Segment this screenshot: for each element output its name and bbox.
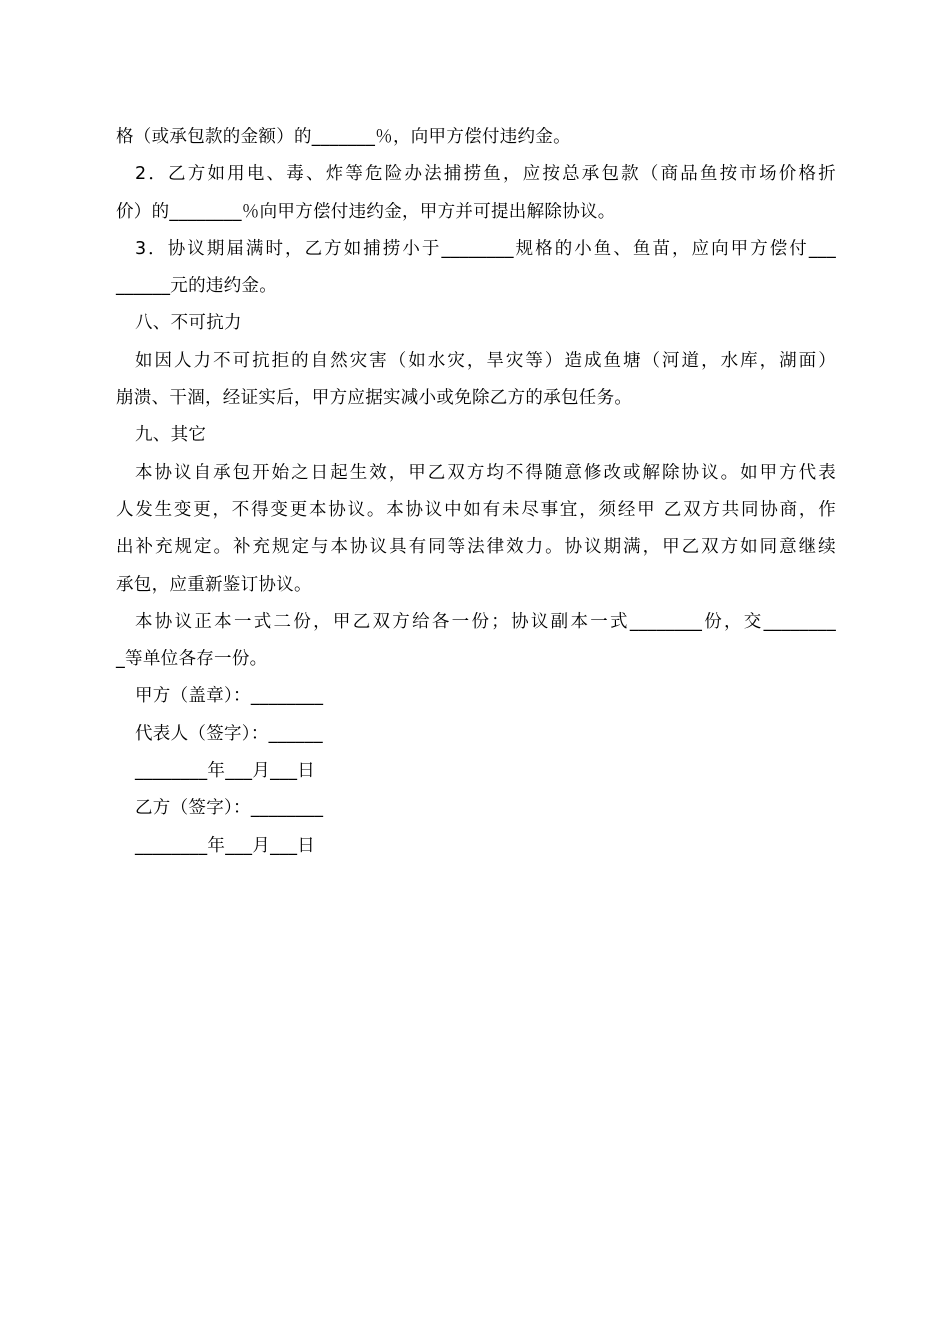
party-a-date-field: ________年___月___日 — [135, 761, 316, 782]
section-heading-other: 九、其它 — [135, 425, 207, 446]
clause-7-3-line-1: 3．协议期届满时，乙方如捕捞小于________规格的小鱼、鱼苗，应向甲方偿付___ — [135, 238, 836, 259]
clause-7-2-line-1: 2．乙方如用电、毒、炸等危险办法捕捞鱼，应按总承包款（商品鱼按市场价格折 — [135, 164, 836, 185]
clause-7-1-continuation: 格（或承包款的金额）的_______％，向甲方偿付违约金。 — [116, 127, 571, 147]
other-paragraph-line-1: 本协议自承包开始之日起生效，甲乙双方均不得随意修改或解除协议。如甲方代表 — [135, 462, 836, 483]
copies-paragraph-line-2: _等单位各存一份。 — [116, 649, 268, 670]
section-heading-force-majeure: 八、不可抗力 — [135, 313, 242, 334]
other-paragraph-line-2: 人发生变更，不得变更本协议。本协议中如有未尽事宜，须经甲 乙双方共同协商，作 — [116, 499, 836, 520]
other-paragraph-line-3: 出补充规定。补充规定与本协议具有同等法律效力。协议期满，甲乙双方如同意继续 — [116, 537, 836, 558]
representative-signature-field: 代表人（签字）：______ — [135, 723, 323, 744]
clause-7-3-line-2: ______元的违约金。 — [116, 276, 278, 297]
party-b-date-field: ________年___月___日 — [135, 835, 316, 856]
force-majeure-line-2: 崩溃、干涸，经证实后，甲方应据实减小或免除乙方的承包任务。 — [116, 388, 633, 409]
force-majeure-line-1: 如因人力不可抗拒的自然灾害（如水灾，旱灾等）造成鱼塘（河道，水库，湖面） — [135, 350, 836, 371]
document-body — [116, 119, 836, 865]
clause-7-2-line-2: 价）的________％向甲方偿付违约金，甲方并可提出解除协议。 — [116, 201, 616, 222]
other-paragraph-line-4: 承包，应重新鉴订协议。 — [116, 574, 312, 595]
party-a-seal-field: 甲方（盖章）：________ — [135, 686, 324, 707]
copies-paragraph-line-1: 本协议正本一式二份，甲乙双方给各一份；协议副本一式________份，交________ — [135, 611, 836, 632]
party-b-signature-field: 乙方（签字）：________ — [135, 798, 324, 819]
